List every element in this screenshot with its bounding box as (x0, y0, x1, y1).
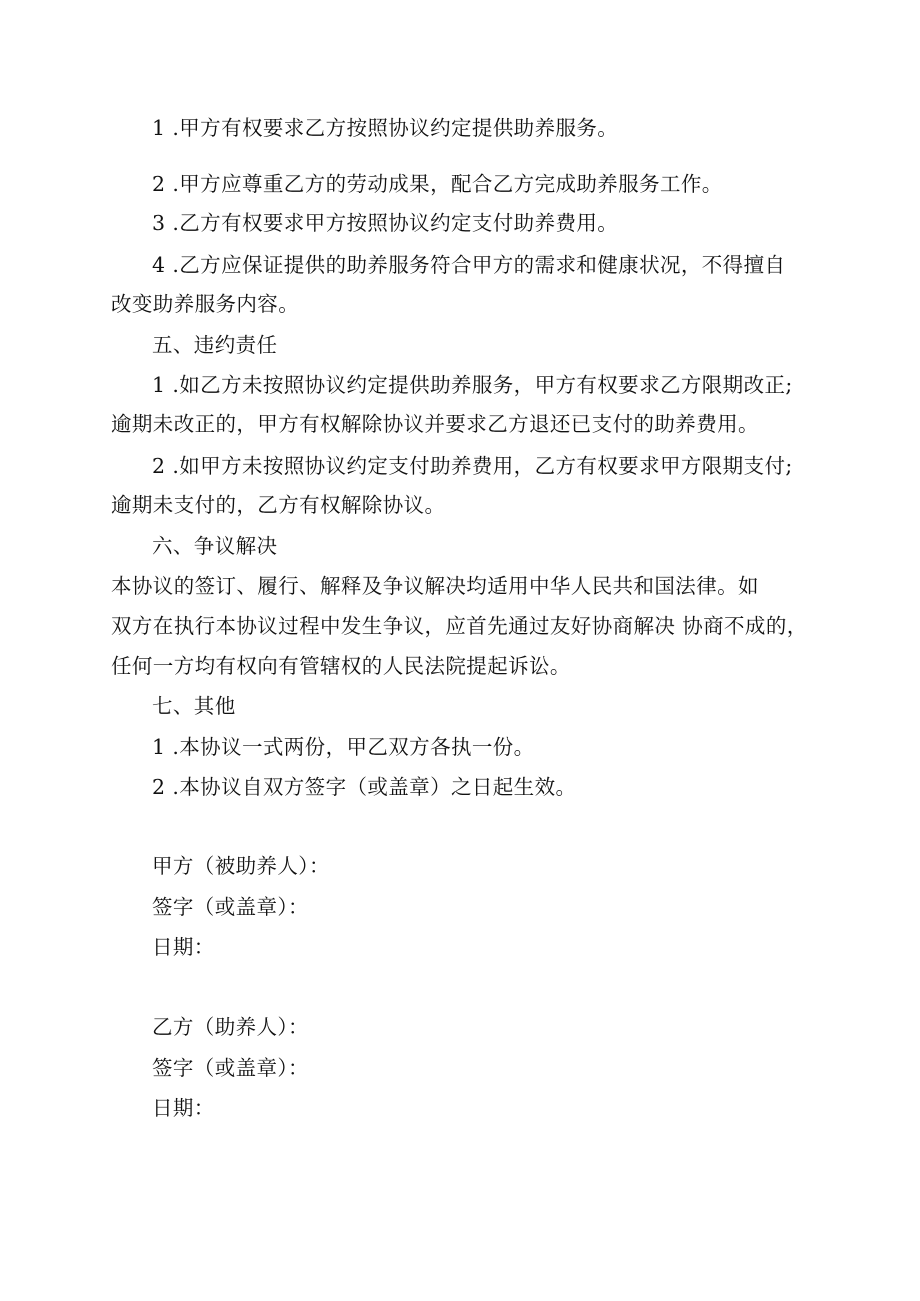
party-b-label: 乙方（助养人）： (152, 1015, 309, 1039)
other-item-2: 2 .本协议自双方签字（或盖章）之日起生效。 (152, 775, 577, 799)
rights-item-4: 4 .乙方应保证提供的助养服务符合甲方的需求和健康状况，不得擅自 (152, 253, 786, 277)
rights-item-3: 3 .乙方有权要求甲方按照协议约定支付助养费用。 (152, 211, 619, 235)
breach-item-1-continued: 逾期未改正的，甲方有权解除协议并要求乙方退还已支付的助养费用。 (111, 412, 759, 436)
breach-item-2-continued: 逾期未支付的，乙方有权解除协议。 (111, 493, 446, 517)
breach-item-1: 1 .如乙方未按照协议约定提供助养服务，甲方有权要求乙方限期改正; (152, 373, 793, 397)
dispute-paragraph-line-3: 任何一方均有权向有管辖权的人民法院提起诉讼。 (111, 654, 571, 678)
dispute-paragraph-line-2: 双方在执行本协议过程中发生争议，应首先通过友好协商解决 协商不成的， (111, 614, 808, 638)
party-b-date: 日期： (152, 1096, 215, 1120)
breach-item-2: 2 .如甲方未按照协议约定支付助养费用，乙方有权要求甲方限期支付; (152, 454, 793, 478)
party-a-signature: 签字（或盖章）： (152, 895, 309, 919)
section-heading-breach: 五、违约责任 (152, 333, 278, 357)
party-a-date: 日期： (152, 935, 215, 959)
section-heading-dispute: 六、争议解决 (152, 534, 278, 558)
party-b-signature: 签字（或盖章）： (152, 1056, 309, 1080)
rights-item-4-continued: 改变助养服务内容。 (111, 292, 300, 316)
rights-item-1: 1 .甲方有权要求乙方按照协议约定提供助养服务。 (152, 116, 619, 140)
dispute-paragraph-line-1: 本协议的签订、履行、解释及争议解决均适用中华人民共和国法律。如 (111, 574, 759, 598)
rights-item-2: 2 .甲方应尊重乙方的劳动成果，配合乙方完成助养服务工作。 (152, 172, 723, 196)
section-heading-other: 七、其他 (152, 694, 236, 718)
other-item-1: 1 .本协议一式两份，甲乙双方各执一份。 (152, 735, 535, 759)
party-a-label: 甲方（被助养人）： (152, 854, 330, 878)
